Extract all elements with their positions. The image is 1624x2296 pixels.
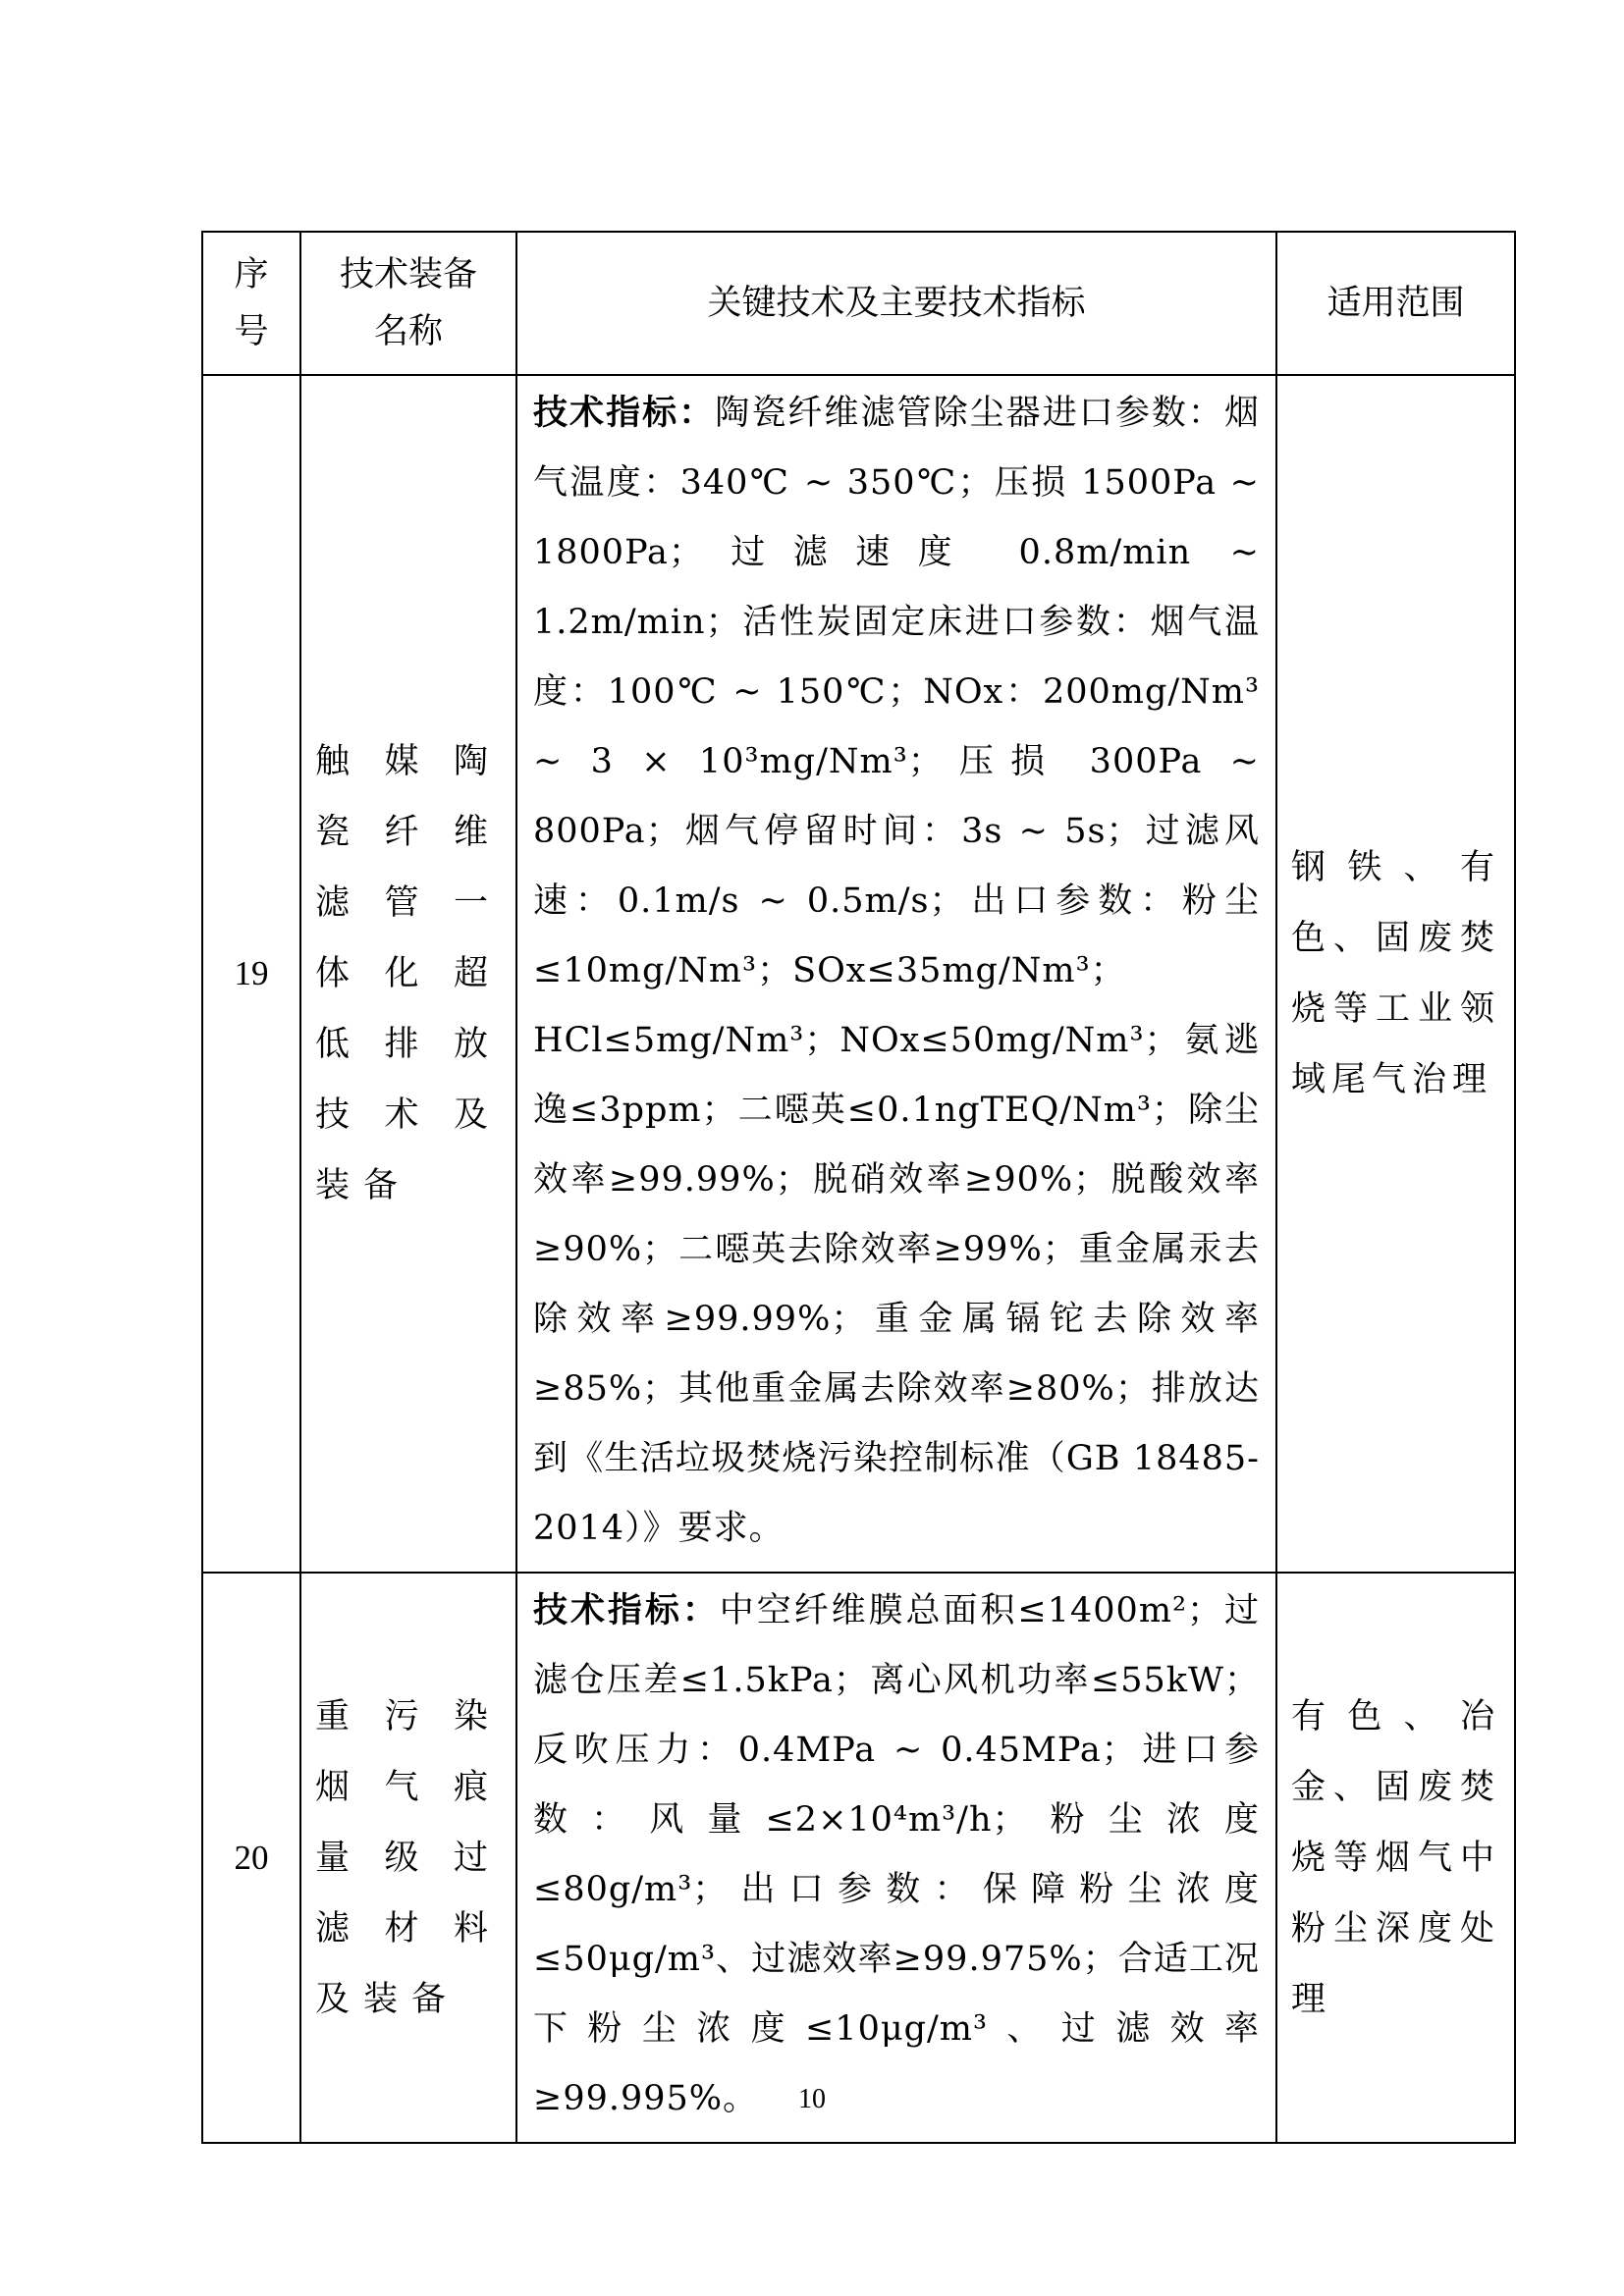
page-number: 10 bbox=[798, 2084, 826, 2114]
header-key-technology: 关键技术及主要技术指标 bbox=[516, 232, 1276, 375]
row-key-technology bbox=[516, 1573, 1276, 2143]
key-technology-body: 中空纤维膜总面积≤1400m²；过滤仓压差≤1.5kPa；离心风机功率≤55kW；反吹压力：0.4MPa ~ 0.45MPa；进口参数：风量≤2×10⁴m³/h；粉尘浓度≤80g/m³；出口参数：保障粉尘浓度≤50μg/m³、过滤效率≥99.975%；合适工况下粉尘浓度≤10μg/m³、过滤效率≥99.995%。 bbox=[533, 1591, 1260, 2118]
row-application-scope: 钢铁、有色、固废焚烧等工业领域尾气治理 bbox=[1276, 375, 1515, 1573]
row-serial-number: 19 bbox=[202, 375, 300, 1573]
key-technology-body: 陶瓷纤维滤管除尘器进口参数：烟气温度：340℃ ~ 350℃；压损 1500Pa ~ 1800Pa；过滤速度 0.8m/min ~ 1.2m/min；活性炭固定床进口参数：烟气温度：100℃ ~ 150℃；NOx：200mg/Nm³ ~ 3 × 10³mg/Nm³；压损 300Pa ~ 800Pa；烟气停留时间：3s ~ 5s；过滤风速：0.1m/s ~ 0.5m/s；出口参数：粉尘≤10mg/Nm³；SOx≤35mg/Nm³；HCl≤5mg/Nm³；NOx≤50mg/Nm³；氨逃逸≤3ppm；二噁英≤0.1ngTEQ/Nm³；除尘效率≥99.99%；脱硝效率≥90%；脱酸效率≥90%；二噁英去除效率≥99%；重金属汞去除效率≥99.99%；重金属镉铊去除效率≥85%；其他重金属去除效率≥80%；排放达到《生活垃圾焚烧污染控制标准（GB 18485-2014）》要求。 bbox=[533, 394, 1260, 1548]
technology-table bbox=[201, 231, 1516, 2144]
row-equipment-name: 触媒陶瓷纤维滤管一体化超低排放技术及装备 bbox=[300, 375, 516, 1573]
header-equipment-name-line2: 名称 bbox=[373, 312, 443, 351]
key-technology-lead: 技术指标： bbox=[533, 393, 716, 433]
header-serial-number bbox=[202, 232, 300, 375]
header-equipment-name-line1: 技术装备 bbox=[339, 255, 477, 294]
key-technology-lead: 技术指标： bbox=[533, 1590, 720, 1630]
table-row bbox=[202, 1573, 1515, 2143]
row-application-scope: 有色、冶金、固废焚烧等烟气中粉尘深度处理 bbox=[1276, 1573, 1515, 2143]
header-application-scope: 适用范围 bbox=[1276, 232, 1515, 375]
table-row bbox=[202, 375, 1515, 1573]
row-equipment-name: 重污染烟气痕量级过滤材料及装备 bbox=[300, 1573, 516, 2143]
header-serial-number-line2: 号 bbox=[234, 312, 269, 351]
table-header-row bbox=[202, 232, 1515, 375]
header-equipment-name bbox=[300, 232, 516, 375]
row-key-technology bbox=[516, 375, 1276, 1573]
row-serial-number: 20 bbox=[202, 1573, 300, 2143]
header-serial-number-line1: 序 bbox=[234, 255, 269, 294]
